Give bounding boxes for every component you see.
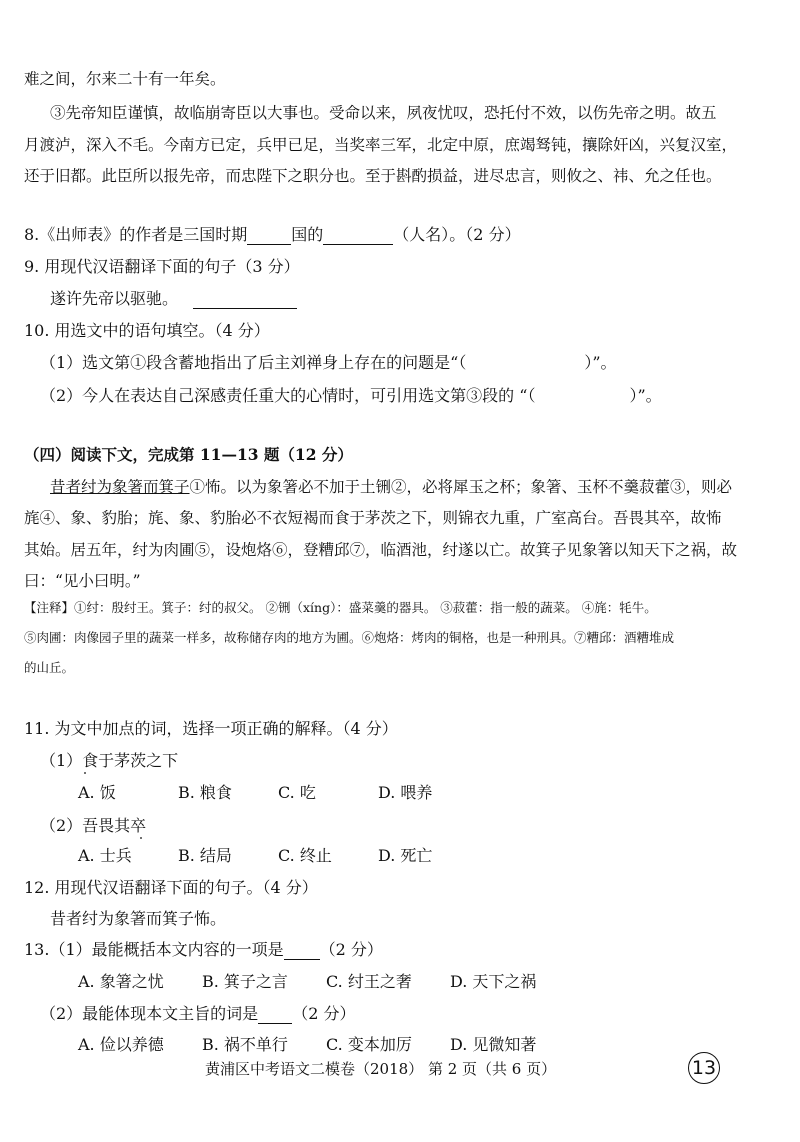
question-10-1-text-b: ）”。 bbox=[584, 353, 617, 372]
section-4-line-3: 其始。居五年，纣为肉圃⑤，设炮烙⑥，登糟邱⑦，临酒池，纣遂以亡。故箕子见象箸以知天下之祸，故 bbox=[24, 541, 738, 559]
option-a[interactable]: A. 象箸之忧 bbox=[78, 972, 164, 991]
question-8-text-c: （人名）。（2 分） bbox=[393, 225, 521, 244]
question-13-2-options bbox=[78, 1035, 574, 1055]
section-4-line-4: 曰：“见小曰明。” bbox=[24, 572, 141, 590]
passage-line-3: 月渡泸，深入不毛。今南方已定，兵甲已足，当奖率三军，北定中原，庶竭驽钝，攘除奸凶，兴复汉室， bbox=[24, 136, 738, 154]
option-b[interactable]: B. 结局 bbox=[178, 846, 232, 865]
question-10-2 bbox=[40, 386, 662, 406]
emphasis-dot bbox=[140, 837, 142, 839]
section-4-line-2: 旄④、象、豹胎；旄、象、豹胎必不衣短褐而食于茅茨之下，则锦衣九重，广室高台。吾畏其卒，故怖 bbox=[24, 509, 722, 527]
option-d[interactable]: D. 死亡 bbox=[378, 846, 433, 865]
passage-line-1: 难之间，尔来二十有一年矣。 bbox=[24, 70, 226, 88]
option-b[interactable]: B. 祸不单行 bbox=[202, 1035, 288, 1054]
passage-line-4: 还于旧都。此臣所以报先帝，而忠陛下之职分也。至于斟酌损益，进尽忠言，则攸之、祎、允之任也。 bbox=[24, 167, 722, 185]
option-d[interactable]: D. 天下之祸 bbox=[450, 972, 537, 991]
option-b[interactable]: B. 箕子之言 bbox=[202, 972, 288, 991]
annotation-line-3: 的山丘。 bbox=[24, 660, 75, 675]
answer-blank-translation[interactable] bbox=[193, 292, 297, 309]
question-11-1-options bbox=[78, 783, 478, 803]
question-13-1-options bbox=[78, 972, 574, 992]
option-d[interactable]: D. 喂养 bbox=[378, 783, 433, 802]
option-a[interactable]: A. 俭以养德 bbox=[78, 1035, 164, 1054]
question-8-text-a: 8.《出师表》的作者是三国时期 bbox=[24, 225, 248, 244]
underlined-sentence: 昔者纣为象箸而箕子 bbox=[50, 478, 190, 496]
annotation-line-1: 【注释】①纣：殷纣王。箕子：纣的叔父。 ②铏（xíng）：盛菜羹的器具。 ③菽藿：指一般的蔬菜。 ④旄：牦牛。 bbox=[24, 600, 657, 615]
question-12: 12. 用现代汉语翻译下面的句子。（4 分） bbox=[24, 878, 318, 897]
question-13-2 bbox=[40, 1004, 355, 1024]
question-9-sentence bbox=[50, 289, 297, 309]
passage-line-2: ③先帝知臣谨慎，故临崩寄臣以大事也。受命以来，夙夜忧叹，恐托付不效，以伤先帝之明。故五 bbox=[50, 104, 717, 122]
option-a[interactable]: A. 饭 bbox=[78, 783, 116, 802]
question-13-1-text-a: 13.（1）最能概括本文内容的一项是 bbox=[24, 940, 284, 959]
question-11-2-options bbox=[78, 846, 478, 866]
question-11-1: （1）食于茅茨之下 bbox=[40, 751, 179, 770]
question-8-text-b: 国的 bbox=[291, 225, 324, 244]
emphasis-dot bbox=[84, 772, 86, 774]
question-13-1-text-b: （2 分） bbox=[319, 940, 383, 959]
option-c[interactable]: C. 吃 bbox=[278, 783, 316, 802]
question-12-sentence: 昔者纣为象箸而箕子怖。 bbox=[50, 909, 227, 928]
option-b[interactable]: B. 粮食 bbox=[178, 783, 232, 802]
answer-blank-13-1[interactable] bbox=[284, 943, 320, 960]
section-4-line-1-rest: ①怖。以为象箸必不加于土铏②，必将犀玉之杯；象箸、玉杯不羹菽藿③，则必 bbox=[189, 478, 733, 496]
annotation-line-2: ⑤肉圃：肉像园子里的蔬菜一样多，故称储存肉的地方为圃。⑥炮烙：烤肉的铜格，也是一种刑具。⑦糟邱：酒糟堆成 bbox=[24, 630, 675, 645]
question-13-2-text-a: （2）最能体现本文主旨的词是 bbox=[40, 1004, 259, 1023]
question-10-1-text-a: （1）选文第①段含蓄地指出了后主刘禅身上存在的问题是“（ bbox=[40, 353, 467, 372]
question-9: 9. 用现代汉语翻译下面的句子（3 分） bbox=[24, 257, 300, 276]
answer-blank-13-2[interactable] bbox=[258, 1007, 292, 1024]
page-footer: 黄浦区中考语文二模卷（2018） 第 2 页（共 6 页） bbox=[205, 1060, 557, 1078]
question-11-2: （2）吾畏其卒 bbox=[40, 816, 147, 835]
option-c[interactable]: C. 变本加厉 bbox=[326, 1035, 412, 1054]
option-d[interactable]: D. 见微知著 bbox=[450, 1035, 537, 1054]
question-13-2-text-b: （2 分） bbox=[292, 1004, 356, 1023]
question-8 bbox=[24, 225, 521, 245]
option-c[interactable]: C. 纣王之奢 bbox=[326, 972, 412, 991]
section-4-line-1 bbox=[50, 477, 732, 497]
question-10: 10. 用选文中的语句填空。（4 分） bbox=[24, 321, 270, 340]
question-10-2-text-b: ）”。 bbox=[629, 386, 662, 405]
question-9-sentence-text: 遂许先帝以驱驰。 bbox=[50, 289, 179, 308]
question-13-1 bbox=[24, 940, 383, 960]
page-number-badge: 13 bbox=[688, 1052, 720, 1084]
option-c[interactable]: C. 终止 bbox=[278, 846, 332, 865]
section-4-heading: （四）阅读下文，完成第 11—13 题（12 分） bbox=[24, 445, 353, 464]
question-11: 11. 为文中加点的词，选择一项正确的解释。（4 分） bbox=[24, 719, 398, 738]
question-10-2-text-a: （2）今人在表达自己深感责任重大的心情时，可引用选文第③段的 “（ bbox=[40, 386, 536, 405]
option-a[interactable]: A. 士兵 bbox=[78, 846, 132, 865]
question-10-1 bbox=[40, 353, 617, 373]
answer-blank-country[interactable] bbox=[247, 228, 291, 245]
answer-blank-author[interactable] bbox=[323, 228, 393, 245]
